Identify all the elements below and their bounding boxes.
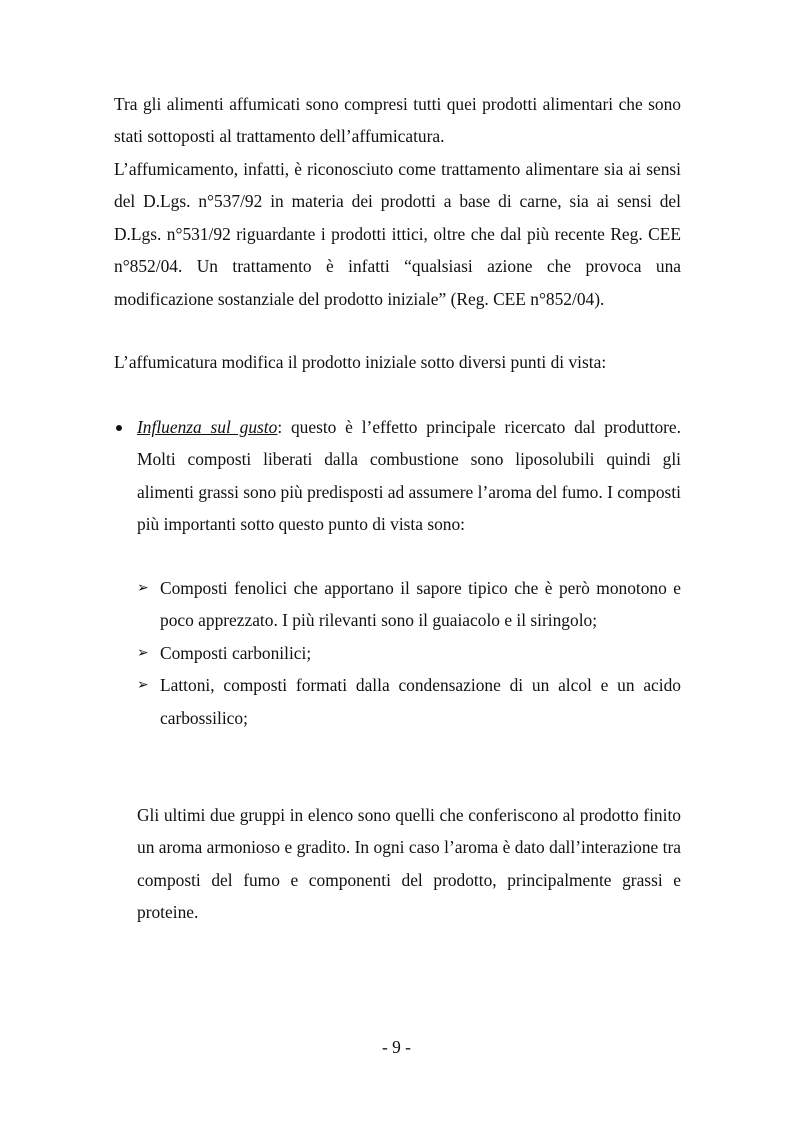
arrow-bullet-icon: ➢ xyxy=(137,644,149,661)
bullet-item-taste xyxy=(114,411,681,541)
paragraph-viewpoints: L’affumicatura modifica il prodotto iniziale sotto diversi punti di vista: xyxy=(114,352,607,372)
paragraph-intro: Tra gli alimenti affumicati sono compresi tutti quei prodotti alimentari che sono stati sottoposti al trattamento dell’affumicatura. xyxy=(114,94,681,147)
arrow-bullet-icon: ➢ xyxy=(137,677,149,694)
compound-list xyxy=(137,572,681,734)
paragraph-closing: Gli ultimi due gruppi in elenco sono quelli che conferiscono al prodotto finito un aroma armonioso e gradito. In ogni caso l’aroma è dato dall’interazione tra composti del fumo e componenti del prodotto, principalmente grassi e proteine. xyxy=(137,805,681,923)
page-number: - 9 - xyxy=(382,1037,411,1057)
list-item-text: Composti fenolici che apportano il sapore tipico che è però monotono e poco apprezzato. I più rilevanti sono il guaiacolo e il siringolo; xyxy=(160,578,681,631)
arrow-bullet-icon: ➢ xyxy=(137,580,149,596)
list-item xyxy=(137,572,681,637)
paragraph-legislation: L’affumicamento, infatti, è riconosciuto come trattamento alimentare sia ai sensi del D.Lgs. n°537/92 in materia dei prodotti a base di carne, sia ai sensi del D.Lgs. n°531/92 riguardante i prodotti ittici, oltre che dal più recente Reg. CEE n°852/04. Un trattamento è infatti “qualsiasi azione che provoca una modificazione sostanziale del prodotto iniziale” (Reg. CEE n°852/04). xyxy=(114,159,681,309)
list-item-text: Composti carbonilici; xyxy=(160,642,312,663)
list-item xyxy=(137,669,681,734)
bullet-body xyxy=(137,411,681,541)
bullet-term: Influenza sul gusto xyxy=(137,417,278,437)
bullet-dot-icon xyxy=(114,411,134,443)
list-item xyxy=(137,637,681,669)
bullet-text: : questo è l’effetto principale ricercato dal produttore. Molti composti liberati dalla combustione sono liposolubili quindi gli alimenti grassi sono più predisposti ad assumere l’aroma del fumo. I composti più importanti sotto questo punto di vista sono: xyxy=(137,417,681,535)
list-item-text: Lattoni, composti formati dalla condensazione di un alcol e un acido carbossilico; xyxy=(160,675,681,728)
